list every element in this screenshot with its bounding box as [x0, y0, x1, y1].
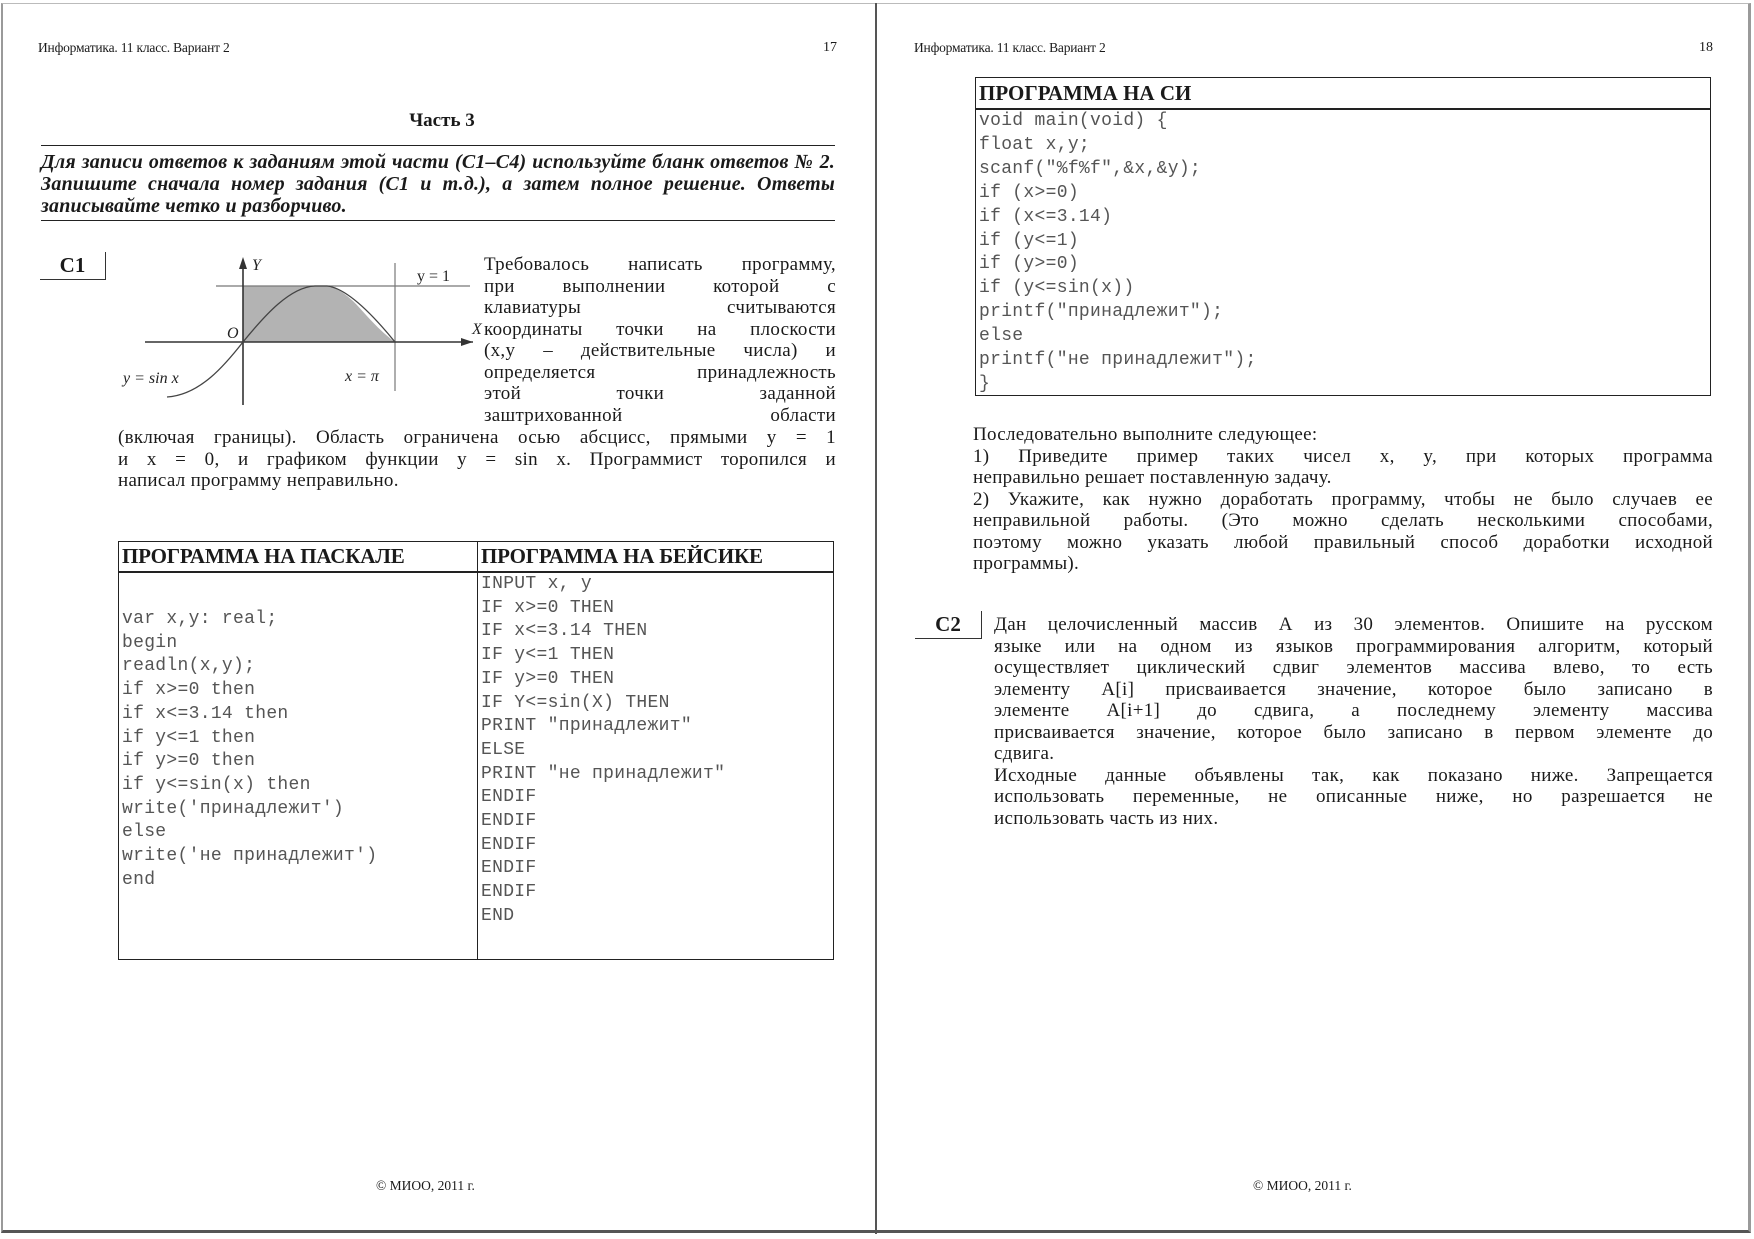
basic-code: INPUT x, y IF x>=0 THEN IF x<=3.14 THEN IF y<=1 THEN IF y>=0 THEN IF Y<=sin(X) THEN PRINT "принадлежит" ELSE PRINT "не принадлежит" ENDIF ENDIF ENDIF ENDIF ENDIF END	[478, 572, 834, 960]
task-label-c1: С1	[40, 252, 106, 280]
programs-table	[118, 541, 834, 960]
task-c1-description-cont: (включая границы). Область ограничена осью абсцисс, прямыми y = 1 и x = 0, и графиком функции y = sin x. Программист торопился и написал программу неправильно.	[118, 427, 836, 491]
running-header: Информатика. 11 класс. Вариант 2	[38, 40, 230, 55]
pascal-header: ПРОГРАММА НА ПАСКАЛЕ	[119, 542, 478, 573]
svg-text:y = 1: y = 1	[417, 268, 451, 285]
region-graph	[115, 255, 485, 415]
x-axis-arrow-icon	[461, 338, 473, 346]
svg-text:O: O	[227, 325, 239, 342]
c-program-header: ПРОГРАММА НА СИ	[976, 78, 1710, 110]
c-program-box	[975, 77, 1711, 396]
pascal-code: var x,y: real; begin readln(x,y); if x>=0 then if x<=3.14 then if y<=1 then if y>=0 then if y<=sin(x) then write('принадлежит') else write('не принадлежит') end	[119, 572, 478, 960]
step-1: 1) Приведите пример таких чисел x, y, при которых программа	[973, 445, 1713, 467]
instructions-block: Для записи ответов к заданиям этой части (С1–С4) используйте бланк ответов № 2. Запишите сначала номер задания (С1 и т.д.), а затем полное решение. Ответы записывайте четко и разборчиво.	[41, 145, 835, 221]
task-label-c2: С2	[915, 611, 982, 639]
page-17	[0, 0, 876, 1239]
shaded-region	[243, 286, 395, 342]
page-number: 17	[823, 40, 837, 55]
basic-header: ПРОГРАММА НА БЕЙСИКЕ	[478, 542, 834, 573]
task-c1-description: Требовалось написать программу, при выполнении которой с клавиатуры считываются координаты точки на плоскости (x,y – действительные числа) и определяется принадлежность этой точки заданной заштрихованной области	[484, 254, 836, 426]
svg-text:X: X	[472, 321, 482, 338]
page-number: 18	[1699, 40, 1713, 55]
c-program-code: void main(void) { float x,y; scanf("%f%f",&x,&y); if (x>=0) if (x<=3.14) if (y<=1) if (y>=0) if (y<=sin(x)) printf("принадлежит"); else printf("не принадлежит"); }	[979, 111, 1257, 394]
part-title: Часть 3	[409, 110, 475, 131]
step-2: 2) Укажите, как нужно доработать программу, чтобы не было случаев ее	[973, 488, 1713, 510]
svg-text:Y: Y	[252, 257, 261, 274]
task-c2-description: Дан целочисленный массив А из 30 элементов. Опишите на русском языке или на одном из языков программирования алгоритм, который осуществляет циклический сдвиг элементов массива влево, то есть элементу A[i] присваивается значение, которое было записано в элементе A[i+1] до сдвига, а последнему элементу массива присваивается значение, которое было записано в первом элементе до сдвига. Исходные данные объявлены так, как показано ниже. Запрещается использовать переменные, не описанные ниже, но разрешается не использовать часть из них.	[994, 614, 1713, 829]
footer-copyright: © МИОО, 2011 г.	[1253, 1178, 1352, 1193]
svg-text:x = π: x = π	[345, 368, 379, 385]
footer-copyright: © МИОО, 2011 г.	[376, 1178, 475, 1193]
running-header: Информатика. 11 класс. Вариант 2	[914, 40, 1106, 55]
steps-block: Последовательно выполните следующее: 1) Приведите пример таких чисел x, y, при которых программа неправильно решает поставленную задачу. 2) Укажите, как нужно доработать программу, чтобы не было случаев ее неправильной работы. (Это можно сделать несколькими способами, поэтому можно указать любой правильный способ доработки исходной программы).	[973, 424, 1713, 574]
steps-intro: Последовательно выполните следующее:	[973, 424, 1318, 445]
y-axis-arrow-icon	[239, 257, 247, 269]
svg-text:y = sin x: y = sin x	[123, 370, 179, 387]
